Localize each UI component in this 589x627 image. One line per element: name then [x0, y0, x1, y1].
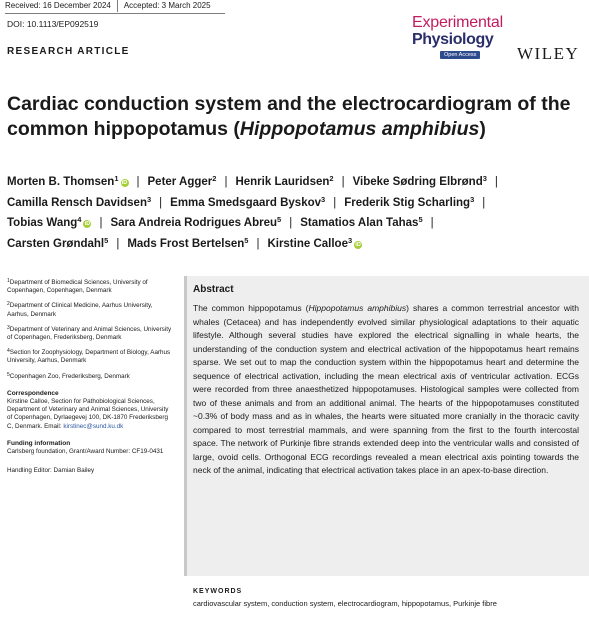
author-name[interactable]: Vibeke Sødring Elbrønd$^3$	[352, 174, 487, 188]
author-separator: |	[482, 196, 486, 209]
received-date: Received: 16 December 2024	[0, 0, 118, 12]
author-list	[7, 169, 587, 251]
correspondence-email[interactable]: kirstinec@sund.ku.dk	[63, 422, 124, 430]
author-name[interactable]: Tobias Wang$^4$ iD	[7, 215, 91, 229]
title-line-1: Cardiac conduction system and the electrocardiogram of the	[7, 93, 571, 115]
author-row	[7, 190, 587, 211]
author-separator: |	[159, 196, 163, 209]
affiliation-marker: 3	[470, 194, 475, 204]
species-name: Hippopotamus amphibius	[239, 118, 480, 140]
author-separator: |	[99, 217, 103, 229]
author-name[interactable]: Sara Andreia Rodrigues Abreu$^5$	[110, 215, 282, 229]
article-type: RESEARCH ARTICLE	[7, 46, 130, 57]
author-name[interactable]: Stamatios Alan Tahas$^5$	[300, 215, 423, 229]
doi: DOI: 10.1113/EP092519	[7, 19, 99, 29]
affiliation-marker: 2	[212, 174, 217, 183]
side-column	[7, 277, 172, 475]
author-separator: |	[224, 176, 228, 188]
affiliation-marker: 5	[104, 235, 109, 245]
author-separator: |	[341, 176, 345, 188]
affiliation-number: 5	[7, 371, 10, 378]
affiliation: $^2$Department of Clinical Medicine, Aarhus University, Aarhus, Denmark	[7, 301, 153, 318]
affiliation-marker: 1	[114, 174, 119, 183]
affiliation-number: 3	[7, 324, 10, 331]
author-name[interactable]: Mads Frost Bertelsen$^5$	[127, 235, 249, 250]
journal-name-line2: Physiology	[412, 31, 494, 48]
affiliation: $^1$Department of Biomedical Sciences, University of Copenhagen, Copenhagen, Denmark	[7, 278, 148, 295]
affiliation-list	[7, 277, 172, 381]
author-name[interactable]: Henrik Lauridsen$^2$	[235, 174, 334, 188]
affiliation: $^4$Section for Zoophysiology, Department of Biology, Aarhus University, Aarhus, Denmark	[7, 348, 171, 365]
author-row	[7, 231, 587, 252]
article-title	[7, 92, 571, 142]
author-name[interactable]: Frederik Stig Scharling$^3$	[344, 194, 475, 209]
affiliation-marker: 3	[347, 235, 353, 245]
publisher-logo[interactable]: WILEY	[517, 44, 580, 63]
keywords-text: cardiovascular system, conduction system, electrocardiogram, hippopotamus, Purkinje fibre	[193, 599, 497, 608]
author-name[interactable]: Camilla Rensch Davidsen$^3$	[7, 194, 152, 209]
author-separator: |	[289, 217, 293, 229]
affiliation-number: 4	[7, 348, 10, 355]
author-name[interactable]: Carsten Grøndahl$^5$	[7, 235, 109, 250]
journal-name-line1: Experimental	[412, 14, 503, 31]
author-row	[7, 210, 587, 231]
funding-heading: Funding information	[7, 439, 71, 447]
affiliation-number: 2	[7, 301, 10, 308]
author-separator: |	[116, 237, 120, 250]
affiliation-marker: 5	[277, 215, 282, 224]
author-name[interactable]: Peter Agger$^2$	[147, 174, 217, 188]
correspondence-heading: Correspondence	[7, 389, 59, 397]
author-separator: |	[333, 196, 337, 209]
orcid-icon[interactable]: iD	[355, 241, 361, 248]
keywords-heading: KEYWORDS	[193, 588, 243, 595]
author-row	[7, 169, 587, 190]
funding-text: Carlsberg foundation, Grant/Award Number: CF19-0431	[7, 448, 164, 456]
abstract-text: The common hippopotamus (Hippopotamus amphibius) shares a common terrestrial ancestor with whales (Cetacea) and has independently evolved similar physiological adaptations to their aquatic lifestyle. Although several studies have explored the electrical signalling in whale hearts, the understanding of the conduction system and electrical activation of the hippopotamus heart remains sparse. We set out to map the conduction system within the hippopotamus heart and determine the sequence of electrical activation, including the mean electrical axis of ventricular activation. ECGs were recorded from three anaesthetized hippopotamuses. Histological samples were collected from two of these animals and from an additional animal. The hearts of the hippopotamuses constituted ~0.3% of body mass and as in whales, the hearts were situated more cranially in the thoracic cavity compared to most terrestrial mammals, and were spanning from the first to the fourth intercostal space. The network of Purkinje fibre strands extended deep into the ventricular walls and consisted of large, ovoid cells. Orthogonal ECG recordings revealed a mean electrical axis pointing towards the neck of the animal, indicating that electrical activation takes place in an apex-to-base direction.	[193, 303, 579, 475]
abstract-heading: Abstract	[193, 284, 234, 295]
author-name[interactable]: Kirstine Calloe$^3$ iD	[267, 235, 361, 250]
affiliation-marker: 3	[321, 194, 326, 204]
orcid-icon[interactable]: iD	[121, 180, 128, 186]
affiliation: $^3$Department of Veterinary and Animal Sciences, University of Copenhagen, Frederiksberg, Denmark	[7, 324, 172, 342]
author-separator: |	[136, 176, 140, 188]
affiliation-marker: 3	[146, 194, 152, 204]
author-name[interactable]: Emma Smedsgaard Byskov$^3$	[170, 194, 326, 209]
handling-editor: Handling Editor: Damian Bailey	[7, 467, 95, 475]
author-separator: |	[430, 217, 434, 229]
affiliation-marker: 3	[482, 174, 487, 183]
author-separator: |	[494, 176, 498, 188]
affiliation: $^5$Copenhagen Zoo, Frederiksberg, Denmark	[7, 371, 130, 380]
affiliation-marker: 4	[77, 215, 82, 224]
open-access-badge: Open Access	[440, 51, 480, 59]
author-name[interactable]: Morten B. Thomsen$^1$ iD	[7, 174, 128, 188]
affiliation-number: 1	[7, 278, 10, 284]
accepted-date: Accepted: 3 March 2025	[123, 1, 211, 10]
affiliation-marker: 2	[329, 174, 334, 183]
correspondence-text: Kirstine Calloe, Section for Pathobiological Sciences, Department of Veterinary and Animal Sciences, University of Copenhagen, Dyrlaegevej 100, DK-1870 Frederiksberg C, Denmark. Email: kirstinec@sund.ku.dk	[7, 398, 169, 430]
publication-dates	[0, 0, 217, 12]
title-line-2: common hippopotamus (Hippopotamus amphibius)	[7, 118, 486, 140]
affiliation-marker: 5	[418, 215, 423, 224]
affiliation-marker: 5	[244, 235, 249, 245]
journal-logo[interactable]	[412, 14, 512, 58]
author-separator: |	[256, 237, 260, 250]
header-divider	[5, 13, 225, 14]
orcid-icon[interactable]: iD	[84, 221, 91, 227]
